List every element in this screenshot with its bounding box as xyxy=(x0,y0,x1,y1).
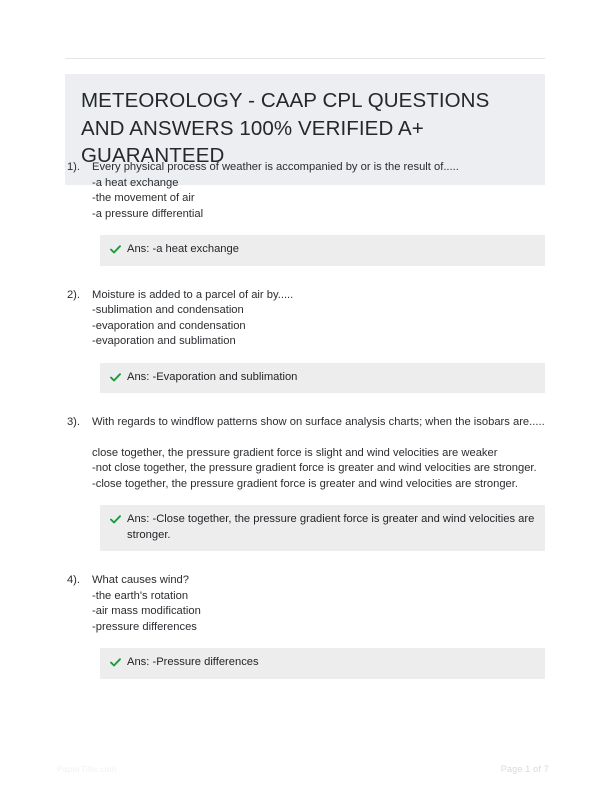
answer-option[interactable]: -sublimation and condensation xyxy=(92,304,244,316)
answer-option-list xyxy=(92,446,546,493)
answer-option[interactable]: -evaporation and condensation xyxy=(92,319,246,332)
question-body xyxy=(92,573,606,635)
answer-option-list xyxy=(92,589,546,636)
answer-box xyxy=(100,235,545,266)
question-block xyxy=(0,415,606,551)
answer-option[interactable]: -evaporation and sublimation xyxy=(92,335,236,347)
check-icon xyxy=(110,370,121,385)
answer-option[interactable]: -air mass modification xyxy=(92,605,201,617)
question-number: 3). xyxy=(66,416,80,428)
answer-line xyxy=(110,512,535,543)
question-number: 4). xyxy=(66,574,80,586)
answer-line xyxy=(110,655,535,671)
answer-option[interactable]: close together, the pressure gradient force is slight and wind velocities are weaker xyxy=(92,446,498,459)
question-block xyxy=(0,288,606,394)
answer-option[interactable]: -not close together, the pressure gradient force is greater and wind velocities are stronger. xyxy=(92,462,537,474)
question-row xyxy=(0,288,606,350)
option-spacer xyxy=(92,431,546,446)
check-icon xyxy=(110,512,121,527)
check-icon xyxy=(110,655,121,670)
answer-option[interactable]: -close together, the pressure gradient force is greater and wind velocities are stronger. xyxy=(92,477,518,490)
header-divider xyxy=(65,58,545,59)
question-number: 1). xyxy=(66,161,80,173)
footer-page-number: Page 1 of 7 xyxy=(500,764,549,774)
question-number: 2). xyxy=(66,288,80,301)
question-row xyxy=(0,415,606,492)
question-block xyxy=(0,160,606,266)
question-body xyxy=(92,288,606,350)
answer-option[interactable]: -the earth's rotation xyxy=(92,589,189,602)
question-stem: With regards to windflow patterns show on surface analysis charts; when the isobars are..... xyxy=(92,416,545,428)
answer-text: Ans: -a heat exchange xyxy=(127,243,239,255)
check-icon xyxy=(110,242,121,257)
answer-box xyxy=(100,648,545,679)
page-footer xyxy=(0,762,606,782)
answer-text: Ans: -Close together, the pressure gradient force is greater and wind velocities are stronger. xyxy=(127,513,535,541)
answer-line xyxy=(110,370,535,386)
answer-line xyxy=(110,242,535,258)
answer-option-list xyxy=(92,303,546,350)
question-body xyxy=(92,415,606,492)
question-stem: Moisture is added to a parcel of air by..... xyxy=(92,288,294,301)
question-stem: What causes wind? xyxy=(92,574,190,586)
question-block xyxy=(0,573,606,679)
question-stem: Every physical process of weather is accompanied by or is the result of..... xyxy=(92,161,459,173)
question-row xyxy=(0,160,606,222)
question-row xyxy=(0,573,606,635)
answer-option[interactable]: -the movement of air xyxy=(92,192,195,204)
question-list xyxy=(0,160,606,701)
answer-text: Ans: -Pressure differences xyxy=(127,656,259,668)
answer-box xyxy=(100,505,545,551)
answer-text: Ans: -Evaporation and sublimation xyxy=(127,370,298,383)
answer-option[interactable]: -pressure differences xyxy=(92,620,197,633)
answer-option[interactable]: -a pressure differential xyxy=(92,207,204,220)
footer-watermark: PaperTitle.com xyxy=(57,764,117,774)
answer-option[interactable]: -a heat exchange xyxy=(92,176,179,189)
page-title: METEOROLOGY - CAAP CPL QUESTIONS AND ANSWERS 100% VERIFIED A+ GUARANTEED xyxy=(81,89,490,168)
question-body xyxy=(92,160,606,222)
answer-box xyxy=(100,363,545,394)
answer-option-list xyxy=(92,176,546,223)
